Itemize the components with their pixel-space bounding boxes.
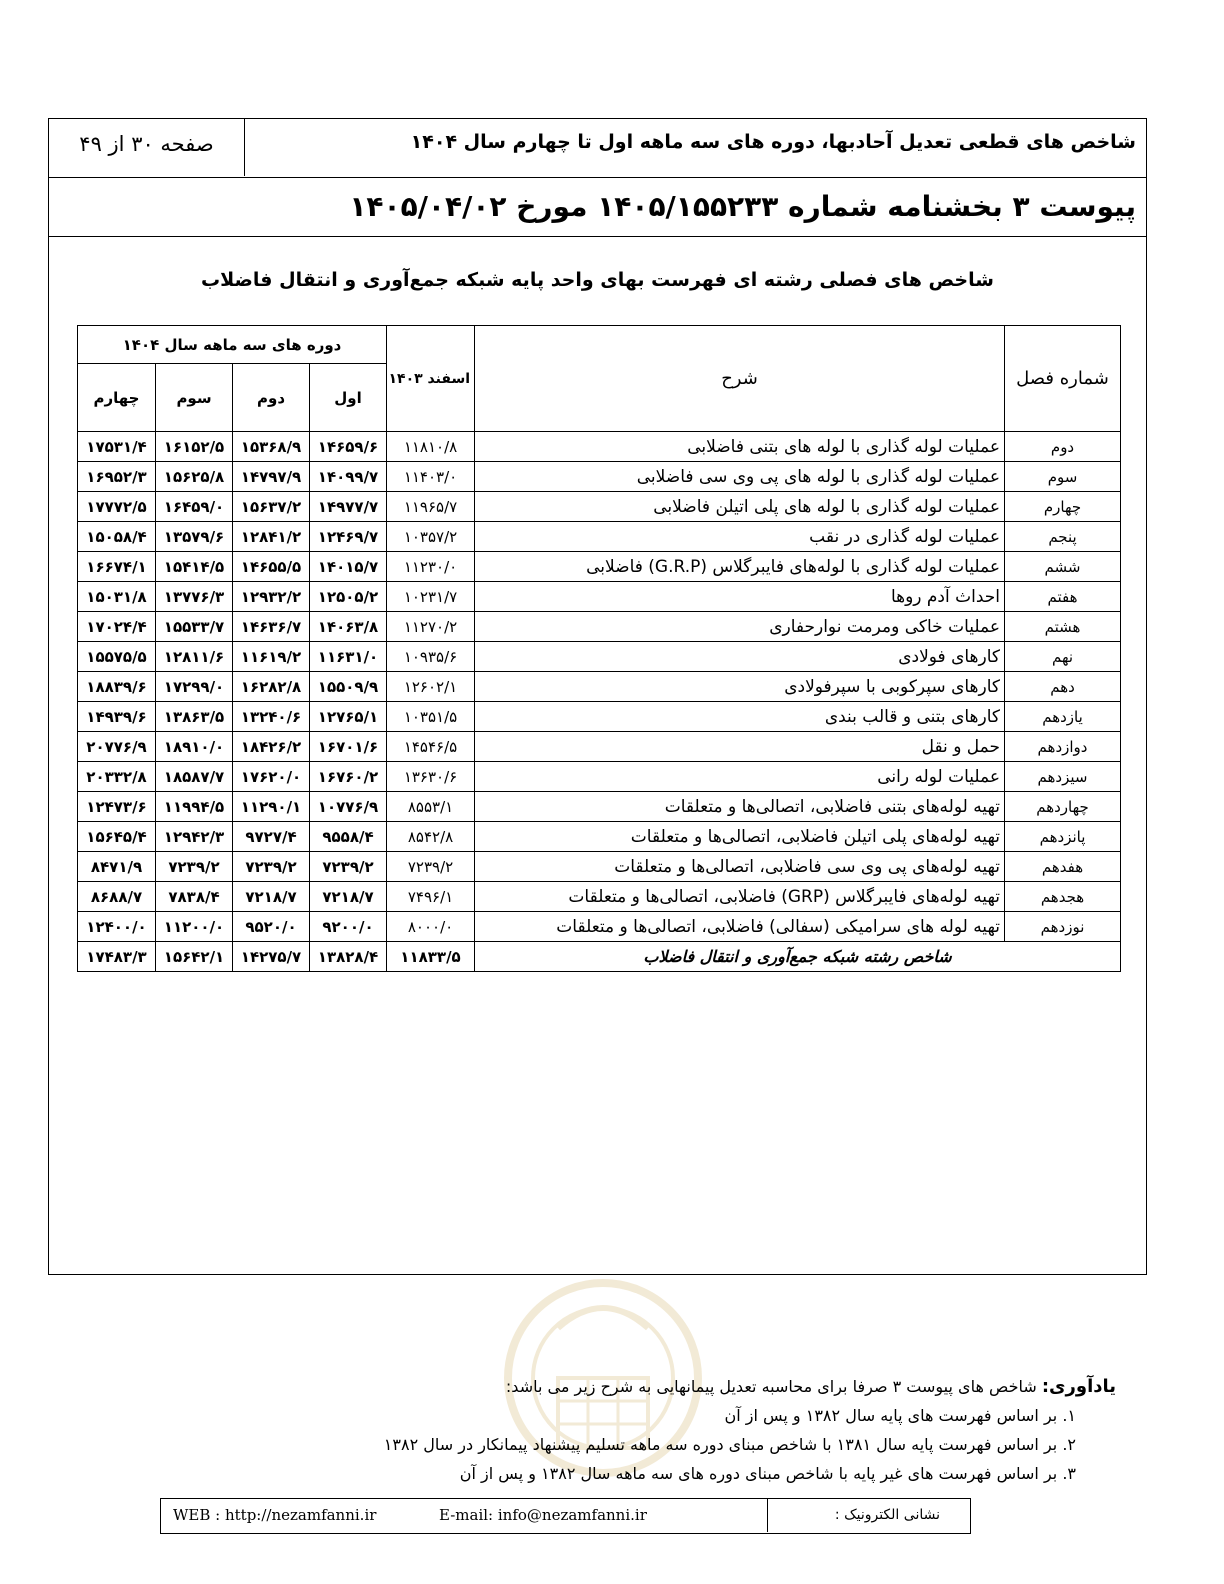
row-esfand: ۱۱۲۷۰/۲ — [387, 612, 475, 642]
row-esfand: ۷۲۳۹/۲ — [387, 852, 475, 882]
table-subtitle: شاخص های فصلی رشته ای فهرست بهای واحد پایه شبکه جمع‌آوری و انتقال فاضلاب — [201, 269, 994, 291]
reminder-intro-line — [336, 1372, 1116, 1401]
row-q2: ۱۱۲۹۰/۱ — [233, 792, 310, 822]
row-q4: ۲۰۷۷۶/۹ — [78, 732, 156, 762]
row-q2: ۷۲۳۹/۲ — [233, 852, 310, 882]
row-q3: ۱۶۴۵۹/۰ — [156, 492, 233, 522]
row-q1: ۱۴۰۱۵/۷ — [310, 552, 387, 582]
row-description: تهیه لوله‌های بتنی فاضلابی، اتصالی‌ها و متعلقات — [475, 792, 1005, 822]
table-row — [78, 462, 1121, 492]
row-q1: ۷۲۳۹/۲ — [310, 852, 387, 882]
row-description: عملیات لوله گذاری با لوله های بتنی فاضلابی — [475, 432, 1005, 462]
page-number: صفحه ۳۰ از ۴۹ — [49, 119, 245, 176]
row-esfand: ۷۴۹۶/۱ — [387, 882, 475, 912]
row-q2: ۹۷۲۷/۴ — [233, 822, 310, 852]
row-q2: ۱۲۸۴۱/۲ — [233, 522, 310, 552]
col-header-section: شماره فصل — [1005, 326, 1121, 432]
footer-bar — [160, 1498, 971, 1534]
row-q1: ۱۰۷۷۶/۹ — [310, 792, 387, 822]
table-row — [78, 702, 1121, 732]
row-description: عملیات لوله رانی — [475, 762, 1005, 792]
row-q4: ۸۴۷۱/۹ — [78, 852, 156, 882]
row-q1: ۱۶۷۶۰/۲ — [310, 762, 387, 792]
reminder-item: ۳. بر اساس فهرست های غیر پایه با شاخص مبنای دوره های سه ماهه سال ۱۳۸۲ و پس از آن — [459, 1464, 1076, 1483]
col-header-quarters-group: دوره های سه ماهه سال ۱۴۰۴ — [78, 326, 387, 364]
table-row — [78, 672, 1121, 702]
row-q2: ۱۳۲۴۰/۶ — [233, 702, 310, 732]
row-section: دوازدهم — [1005, 732, 1121, 762]
col-header-esfand: اسفند ۱۴۰۳ — [387, 326, 475, 432]
reminder-block — [336, 1372, 1116, 1488]
total-row — [78, 942, 1121, 972]
row-q3: ۱۱۹۹۴/۵ — [156, 792, 233, 822]
row-q4: ۱۵۶۴۵/۴ — [78, 822, 156, 852]
row-q2: ۷۲۱۸/۷ — [233, 882, 310, 912]
header-row — [49, 119, 1146, 178]
row-q1: ۱۴۶۵۹/۶ — [310, 432, 387, 462]
row-section: پانزدهم — [1005, 822, 1121, 852]
row-q1: ۱۲۵۰۵/۲ — [310, 582, 387, 612]
row-description: تهیه لوله‌های پی وی سی فاضلابی، اتصالی‌ها و متعلقات — [475, 852, 1005, 882]
table-row — [78, 492, 1121, 522]
row-q1: ۱۲۴۶۹/۷ — [310, 522, 387, 552]
row-q2: ۱۶۲۸۲/۸ — [233, 672, 310, 702]
row-q4: ۱۷۰۲۴/۴ — [78, 612, 156, 642]
col-header-q1: اول — [310, 364, 387, 432]
table-row — [78, 912, 1121, 942]
reminder-intro: شاخص های پیوست ۳ صرفا برای محاسبه تعدیل پیمانهایی به شرح زیر می باشد: — [505, 1377, 1037, 1396]
row-esfand: ۱۱۴۰۳/۰ — [387, 462, 475, 492]
row-q4: ۸۶۸۸/۷ — [78, 882, 156, 912]
row-q1: ۱۲۷۶۵/۱ — [310, 702, 387, 732]
table-row — [78, 822, 1121, 852]
table-row — [78, 612, 1121, 642]
row-section: نوزدهم — [1005, 912, 1121, 942]
email-link[interactable]: E-mail: info@nezamfanni.ir — [439, 1506, 647, 1524]
row-q3: ۱۵۶۲۵/۸ — [156, 462, 233, 492]
col-header-q2: دوم — [233, 364, 310, 432]
row-q4: ۱۸۸۳۹/۶ — [78, 672, 156, 702]
row-q3: ۱۵۵۳۳/۷ — [156, 612, 233, 642]
row-description: کارهای سپرکوبی با سپرفولادی — [475, 672, 1005, 702]
row-esfand: ۱۴۵۴۶/۵ — [387, 732, 475, 762]
row-esfand: ۱۳۶۳۰/۶ — [387, 762, 475, 792]
row-description: احداث آدم روها — [475, 582, 1005, 612]
row-q4: ۱۲۴۷۳/۶ — [78, 792, 156, 822]
row-q2: ۱۵۶۳۷/۲ — [233, 492, 310, 522]
table-row — [78, 762, 1121, 792]
row-esfand: ۱۰۳۵۱/۵ — [387, 702, 475, 732]
table-row — [78, 792, 1121, 822]
table-row — [78, 852, 1121, 882]
row-description: حمل و نقل — [475, 732, 1005, 762]
row-section: یازدهم — [1005, 702, 1121, 732]
total-q2: ۱۴۲۷۵/۷ — [233, 942, 310, 972]
row-section: سوم — [1005, 462, 1121, 492]
row-esfand: ۱۰۹۳۵/۶ — [387, 642, 475, 672]
row-q1: ۷۲۱۸/۷ — [310, 882, 387, 912]
row-q4: ۱۷۷۷۲/۵ — [78, 492, 156, 522]
row-q3: ۱۷۲۹۹/۰ — [156, 672, 233, 702]
table-row — [78, 882, 1121, 912]
col-header-q4: چهارم — [78, 364, 156, 432]
table-row — [78, 552, 1121, 582]
document-title: شاخص های قطعی تعدیل آحادبها، دوره های سه ماهه اول تا چهارم سال ۱۴۰۴ — [410, 131, 1136, 153]
row-esfand: ۱۱۲۳۰/۰ — [387, 552, 475, 582]
row-description: عملیات لوله گذاری با لوله های پی وی سی فاضلابی — [475, 462, 1005, 492]
row-q3: ۱۲۹۴۲/۳ — [156, 822, 233, 852]
reminder-label: یادآوری: — [1041, 1376, 1116, 1397]
row-q3: ۱۶۱۵۲/۵ — [156, 432, 233, 462]
row-esfand: ۱۲۶۰۲/۱ — [387, 672, 475, 702]
row-q4: ۲۰۳۳۲/۸ — [78, 762, 156, 792]
row-q3: ۱۵۴۱۴/۵ — [156, 552, 233, 582]
row-esfand: ۸۵۵۳/۱ — [387, 792, 475, 822]
row-description: عملیات لوله گذاری با لوله های پلی اتیلن فاضلابی — [475, 492, 1005, 522]
total-esfand: ۱۱۸۳۳/۵ — [387, 942, 475, 972]
row-q4: ۱۵۰۵۸/۴ — [78, 522, 156, 552]
table-row — [78, 432, 1121, 462]
row-q4: ۱۶۶۷۴/۱ — [78, 552, 156, 582]
row-q4: ۱۵۰۳۱/۸ — [78, 582, 156, 612]
row-q4: ۱۲۴۰۰/۰ — [78, 912, 156, 942]
row-q2: ۹۵۲۰/۰ — [233, 912, 310, 942]
row-esfand: ۸۵۴۲/۸ — [387, 822, 475, 852]
row-q3: ۱۸۵۸۷/۷ — [156, 762, 233, 792]
row-esfand: ۱۰۲۳۱/۷ — [387, 582, 475, 612]
row-q2: ۱۷۶۲۰/۰ — [233, 762, 310, 792]
row-q2: ۱۴۷۹۷/۹ — [233, 462, 310, 492]
electronic-address-label: نشانی الکترونیک : — [834, 1507, 940, 1523]
row-section: هجدهم — [1005, 882, 1121, 912]
row-section: هشتم — [1005, 612, 1121, 642]
row-description: عملیات لوله گذاری در نقب — [475, 522, 1005, 552]
row-esfand: ۱۰۳۵۷/۲ — [387, 522, 475, 552]
footer-contacts — [161, 1499, 768, 1532]
table-row — [78, 732, 1121, 762]
row-description: کارهای فولادی — [475, 642, 1005, 672]
row-esfand: ۸۰۰۰/۰ — [387, 912, 475, 942]
row-esfand: ۱۱۸۱۰/۸ — [387, 432, 475, 462]
row-q3: ۷۲۳۹/۲ — [156, 852, 233, 882]
total-q4: ۱۷۴۸۳/۳ — [78, 942, 156, 972]
row-q1: ۹۵۵۸/۴ — [310, 822, 387, 852]
reminder-item: ۲. بر اساس فهرست پایه سال ۱۳۸۱ با شاخص مبنای دوره سه ماهه تسلیم پیشنهاد پیمانکار در سال ۱۳۸۲ — [383, 1435, 1076, 1454]
row-esfand: ۱۱۹۶۵/۷ — [387, 492, 475, 522]
row-description: کارهای بتنی و قالب بندی — [475, 702, 1005, 732]
row-q4: ۱۶۹۵۲/۳ — [78, 462, 156, 492]
row-q2: ۱۸۴۲۶/۲ — [233, 732, 310, 762]
col-header-description: شرح — [475, 326, 1005, 432]
index-table — [77, 325, 1121, 972]
row-section: سیزدهم — [1005, 762, 1121, 792]
reminder-item: ۱. بر اساس فهرست های پایه سال ۱۳۸۲ و پس از آن — [724, 1406, 1076, 1425]
row-description: عملیات خاکی ومرمت نوارحفاری — [475, 612, 1005, 642]
table-row — [78, 522, 1121, 552]
row-q2: ۱۱۶۱۹/۲ — [233, 642, 310, 672]
row-description: تهیه لوله‌های پلی اتیلن فاضلابی، اتصالی‌ها و متعلقات — [475, 822, 1005, 852]
row-section: هفدهم — [1005, 852, 1121, 882]
row-description: تهیه لوله‌های فایبرگلاس (GRP) فاضلابی، اتصالی‌ها و متعلقات — [475, 882, 1005, 912]
col-header-q3: سوم — [156, 364, 233, 432]
appendix-row — [49, 178, 1146, 237]
row-section: ششم — [1005, 552, 1121, 582]
row-q3: ۱۳۸۶۳/۵ — [156, 702, 233, 732]
row-q4: ۱۷۵۳۱/۴ — [78, 432, 156, 462]
total-q3: ۱۵۶۴۲/۱ — [156, 942, 233, 972]
total-description: شاخص رشته شبکه جمع‌آوری و انتقال فاضلاب — [475, 942, 1121, 972]
row-section: هفتم — [1005, 582, 1121, 612]
row-section: دهم — [1005, 672, 1121, 702]
row-section: چهارم — [1005, 492, 1121, 522]
row-description: تهیه لوله های سرامیکی (سفالی) فاضلابی، اتصالی‌ها و متعلقات — [475, 912, 1005, 942]
row-q1: ۱۱۶۳۱/۰ — [310, 642, 387, 672]
row-section: نهم — [1005, 642, 1121, 672]
table-row — [78, 642, 1121, 672]
row-q3: ۱۲۸۱۱/۶ — [156, 642, 233, 672]
row-q1: ۱۶۷۰۱/۶ — [310, 732, 387, 762]
row-q1: ۹۲۰۰/۰ — [310, 912, 387, 942]
row-q3: ۱۱۲۰۰/۰ — [156, 912, 233, 942]
row-q3: ۱۳۷۷۶/۳ — [156, 582, 233, 612]
row-section: دوم — [1005, 432, 1121, 462]
row-description: عملیات لوله گذاری با لوله‌های فایبرگلاس (G.R.P) فاضلابی — [475, 552, 1005, 582]
row-q2: ۱۴۶۵۵/۵ — [233, 552, 310, 582]
row-q2: ۱۵۳۶۸/۹ — [233, 432, 310, 462]
row-q1: ۱۵۵۰۹/۹ — [310, 672, 387, 702]
row-q4: ۱۴۹۳۹/۶ — [78, 702, 156, 732]
website-link[interactable]: WEB : http://nezamfanni.ir — [173, 1506, 377, 1524]
row-q1: ۱۴۹۷۷/۷ — [310, 492, 387, 522]
total-q1: ۱۳۸۲۸/۴ — [310, 942, 387, 972]
appendix-title: پیوست ۳ بخشنامه شماره ۱۴۰۵/۱۵۵۲۳۳ مورخ ۱۴۰۵/۰۴/۰۲ — [349, 190, 1136, 223]
row-q3: ۱۸۹۱۰/۰ — [156, 732, 233, 762]
row-q3: ۱۳۵۷۹/۶ — [156, 522, 233, 552]
row-q4: ۱۵۵۷۵/۵ — [78, 642, 156, 672]
page-frame — [48, 118, 1147, 1275]
row-section: پنجم — [1005, 522, 1121, 552]
row-section: چهاردهم — [1005, 792, 1121, 822]
row-q1: ۱۴۰۶۳/۸ — [310, 612, 387, 642]
table-row — [78, 582, 1121, 612]
row-q1: ۱۴۰۹۹/۷ — [310, 462, 387, 492]
row-q2: ۱۲۹۳۲/۲ — [233, 582, 310, 612]
row-q3: ۷۸۳۸/۴ — [156, 882, 233, 912]
row-q2: ۱۴۶۳۶/۷ — [233, 612, 310, 642]
